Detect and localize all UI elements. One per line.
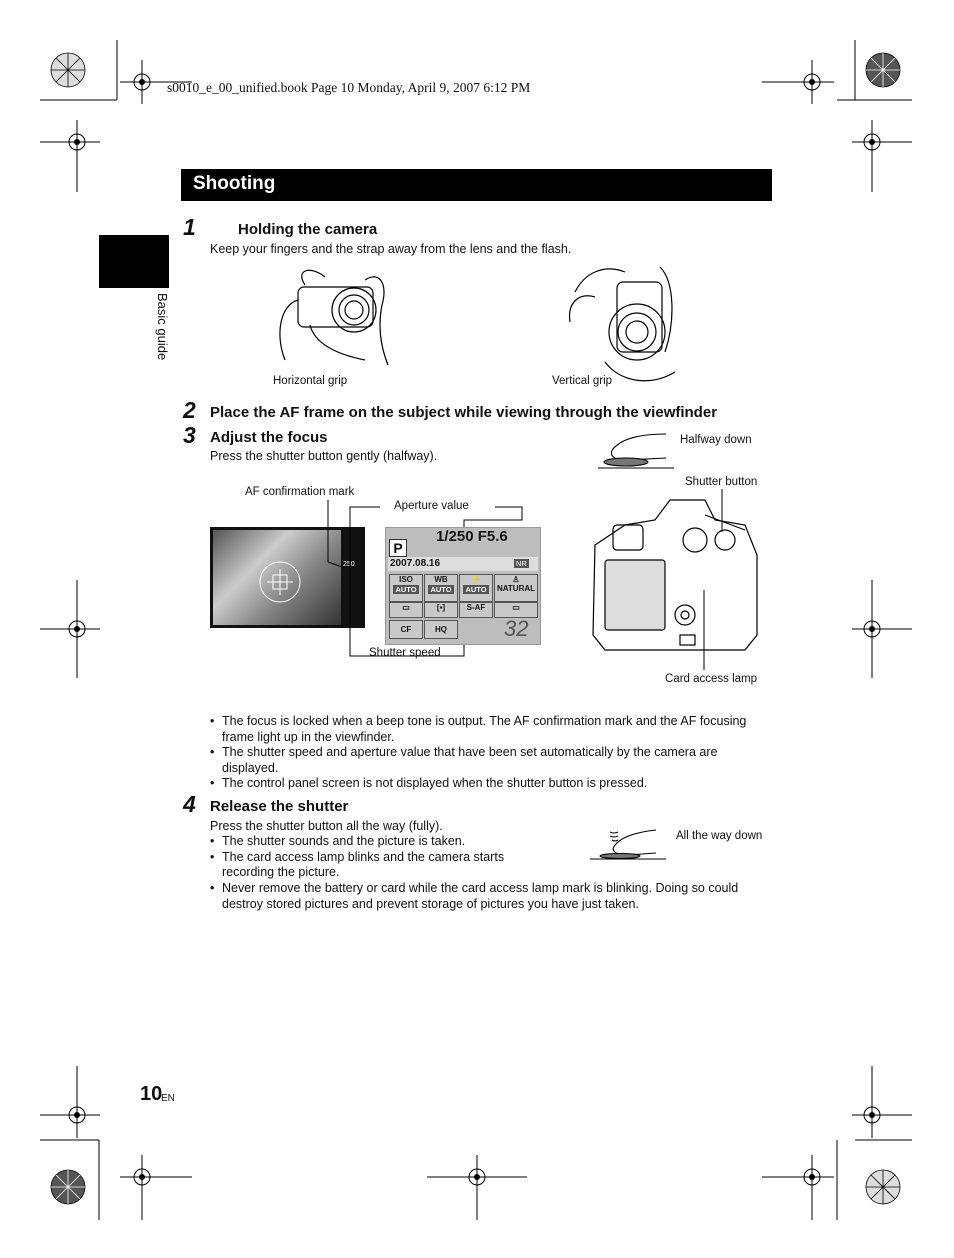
af-frame-icon: ▭ bbox=[512, 603, 520, 612]
caption-horizontal-grip: Horizontal grip bbox=[273, 375, 348, 387]
step3-bullets bbox=[210, 714, 770, 792]
finger-fully-illustration bbox=[588, 828, 668, 863]
picture-mode-icon: ♙ bbox=[512, 575, 520, 584]
section-title: Shooting bbox=[193, 173, 276, 194]
mode-indicator: P bbox=[389, 539, 407, 557]
list-item: • The shutter speed and aperture value that have been set automatically by the camera are displayed. bbox=[210, 745, 770, 776]
wb-value: AUTO bbox=[430, 585, 452, 594]
control-panel-screen bbox=[385, 527, 541, 645]
caption-aperture-value: Aperture value bbox=[394, 500, 469, 512]
step-number: 4 bbox=[183, 791, 196, 817]
camera-back-illustration bbox=[585, 495, 765, 665]
wb-label: WB bbox=[434, 575, 448, 584]
step-number: 2 bbox=[183, 397, 196, 423]
caption-halfway-down: Halfway down bbox=[680, 434, 752, 446]
caption-card-access-lamp: Card access lamp bbox=[665, 673, 758, 685]
caption-vertical-grip: Vertical grip bbox=[552, 375, 613, 387]
step4-bullets-short bbox=[210, 834, 530, 881]
step-title: Adjust the focus bbox=[210, 429, 328, 446]
card-type: CF bbox=[389, 620, 423, 639]
step-text: Press the shutter button all the way (fully). bbox=[210, 819, 443, 833]
exposure-readout: 1/250 F5.6 bbox=[436, 528, 508, 545]
step-number: 1 bbox=[183, 214, 196, 240]
step-text: Keep your fingers and the strap away from the lens and the flash. bbox=[210, 242, 572, 256]
flash-icon: ⚡ bbox=[471, 575, 481, 584]
flash-value: AUTO bbox=[465, 585, 487, 594]
focus-mode: S-AF bbox=[459, 602, 493, 618]
side-label: Basic guide bbox=[155, 293, 170, 361]
page-number: 10 bbox=[140, 1083, 163, 1105]
drive-icon: ▭ bbox=[402, 603, 410, 612]
caption-shutter-button: Shutter button bbox=[685, 476, 758, 488]
step-number: 3 bbox=[183, 422, 196, 448]
caption-all-the-way-down: All the way down bbox=[676, 830, 763, 842]
shots-remaining: 32 bbox=[504, 616, 529, 641]
nr-badge: NR bbox=[516, 559, 527, 568]
caption-shutter-speed: Shutter speed bbox=[369, 647, 441, 659]
picture-mode: NATURAL bbox=[496, 584, 536, 593]
iso-value: AUTO bbox=[395, 585, 417, 594]
list-item: • Never remove the battery or card while the card access lamp mark is blinking. Doing so could destroy stored pictures and prevent storage of pictures you have just taken. bbox=[210, 881, 775, 912]
record-quality: HQ bbox=[424, 620, 458, 639]
caption-af-mark: AF confirmation mark bbox=[245, 486, 355, 498]
list-item: • The focus is locked when a beep tone is output. The AF confirmation mark and the AF focusing frame light up in the viewfinder. bbox=[210, 714, 770, 745]
iso-label: ISO bbox=[399, 575, 413, 584]
language-code: EN bbox=[161, 1093, 175, 1104]
list-item: • The control panel screen is not displayed when the shutter button is pressed. bbox=[210, 776, 770, 792]
step-title: Release the shutter bbox=[210, 798, 349, 815]
list-item: • The shutter sounds and the picture is taken. bbox=[210, 834, 530, 850]
date-readout: 2007.08.16 bbox=[390, 558, 441, 569]
book-header-line: s0010_e_00_unified.book Page 10 Monday, April 9, 2007 6:12 PM bbox=[167, 80, 531, 95]
viewfinder-speed: 250 bbox=[343, 561, 355, 568]
step-title: Holding the camera bbox=[238, 221, 378, 238]
step4-bullets-long bbox=[210, 881, 775, 912]
step-title: Place the AF frame on the subject while viewing through the viewfinder bbox=[210, 404, 718, 421]
metering-icon: [▪] bbox=[436, 603, 446, 612]
step-text: Press the shutter button gently (halfway). bbox=[210, 449, 438, 463]
list-item: • The card access lamp blinks and the camera starts recording the picture. bbox=[210, 850, 530, 881]
